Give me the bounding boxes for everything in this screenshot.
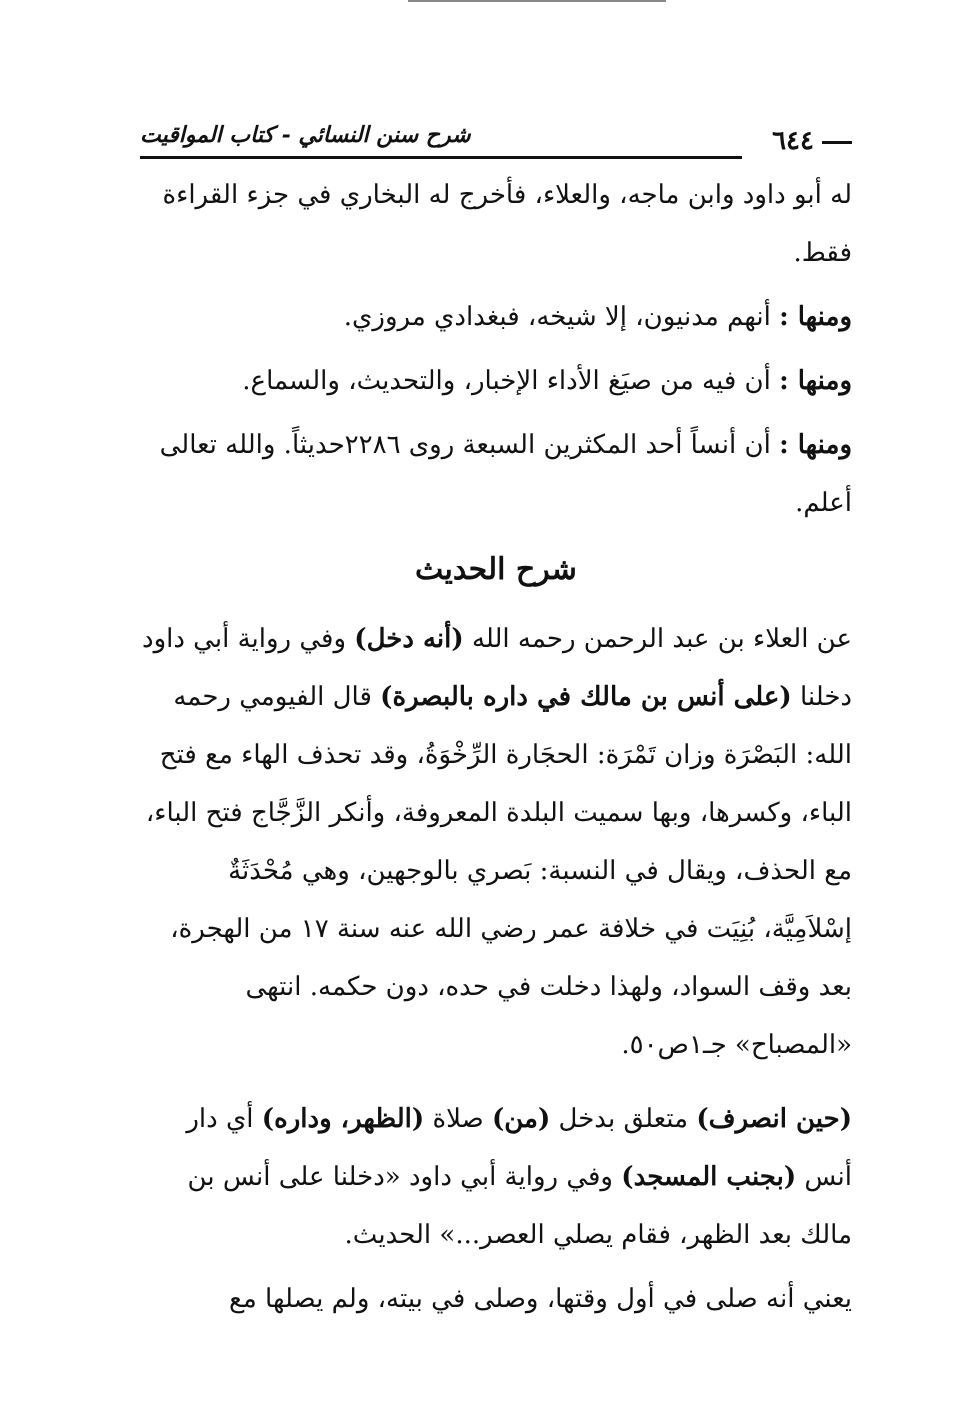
item-label: ومنها : (779, 366, 852, 396)
commentary-paragraph-3: يعني أنه صلى في أول وقتها، وصلى في بيته، ولم يصلها مع (229, 1284, 852, 1314)
page-body (140, 166, 852, 1328)
quoted-phrase: (من) (491, 1104, 551, 1134)
item-text: أن أنساً أحد المكثرين السبعة روى ٢٢٨٦حديثاً. والله تعالى أعلم. (159, 430, 852, 518)
item-label: ومنها : (779, 430, 852, 460)
text-run: صلاة (432, 1104, 484, 1134)
quoted-phrase: (أنه دخل) (354, 624, 464, 654)
text-run: قال الفيومي رحمه الله: البَصْرَة وزان تَمْرَة: الحجَارة الرِّخْوَةُ، وقد تحذف الهاء مع فتح الباء، وكسرها، وبها سميت البلدة المعروفة، وأنكر الزَّجَّاج فتح الباء، مع الحذف، ويقال في النسبة: بَصري بالوجهين، وهي مُحْدَثَةٌ إسْلاَمِيَّة، بُنِيَت في خلافة عمر رضي الله عنه سنة ١٧ من الهجرة، بعد وقف السواد، ولهذا دخلت في حده، دون حكمه. انتهى «المصباح» جـ١ص٥٠. (145, 682, 852, 1060)
item-label: ومنها : (779, 302, 852, 332)
page-header (140, 110, 852, 166)
quoted-phrase: (حين انصرف) (696, 1104, 852, 1134)
text-run: عن العلاء بن عبد الرحمن رحمه الله (471, 624, 852, 654)
running-title: شرح سنن النسائي - كتاب المواقيت (140, 122, 471, 148)
text-run: متعلق بدخل (558, 1104, 689, 1134)
intro-item-2 (140, 352, 852, 410)
intro-item-3 (140, 416, 852, 532)
intro-item-1 (140, 288, 852, 346)
commentary-paragraph-1 (140, 610, 852, 1074)
header-rule (140, 156, 742, 159)
text-run: وفي رواية أبي داود دخلنا (141, 624, 852, 712)
page-number-dash (822, 141, 852, 144)
text-run: وفي رواية أبي داود «دخلنا على أنس بن مالك بعد الظهر، فقام يصلي العصر...» الحديث. (187, 1162, 852, 1250)
item-text: أن فيه من صيَغ الأداء الإخبار، والتحديث، والسماع. (242, 366, 771, 396)
page-number (772, 126, 852, 156)
section-title: شرح الحديث (415, 552, 577, 587)
text-run: أي دار أنس (186, 1104, 852, 1192)
intro-paragraph: له أبو داود وابن ماجه، والعلاء، فأخرج له البخاري في جزء القراءة فقط. (162, 180, 852, 268)
quoted-phrase: (بجنب المسجد) (621, 1162, 797, 1192)
book-page (140, 110, 852, 1314)
scan-edge-line (408, 0, 666, 2)
paragraph-gap (140, 1080, 852, 1090)
commentary-paragraph-2 (140, 1090, 852, 1264)
item-text: أنهم مدنيون، إلا شيخه، فبغدادي مروزي. (343, 302, 771, 332)
quoted-phrase: (الظهر، وداره) (261, 1104, 425, 1134)
page-number-text: ٦٤٤ (772, 126, 814, 156)
quoted-phrase: (على أنس بن مالك في داره بالبصرة) (380, 682, 792, 712)
